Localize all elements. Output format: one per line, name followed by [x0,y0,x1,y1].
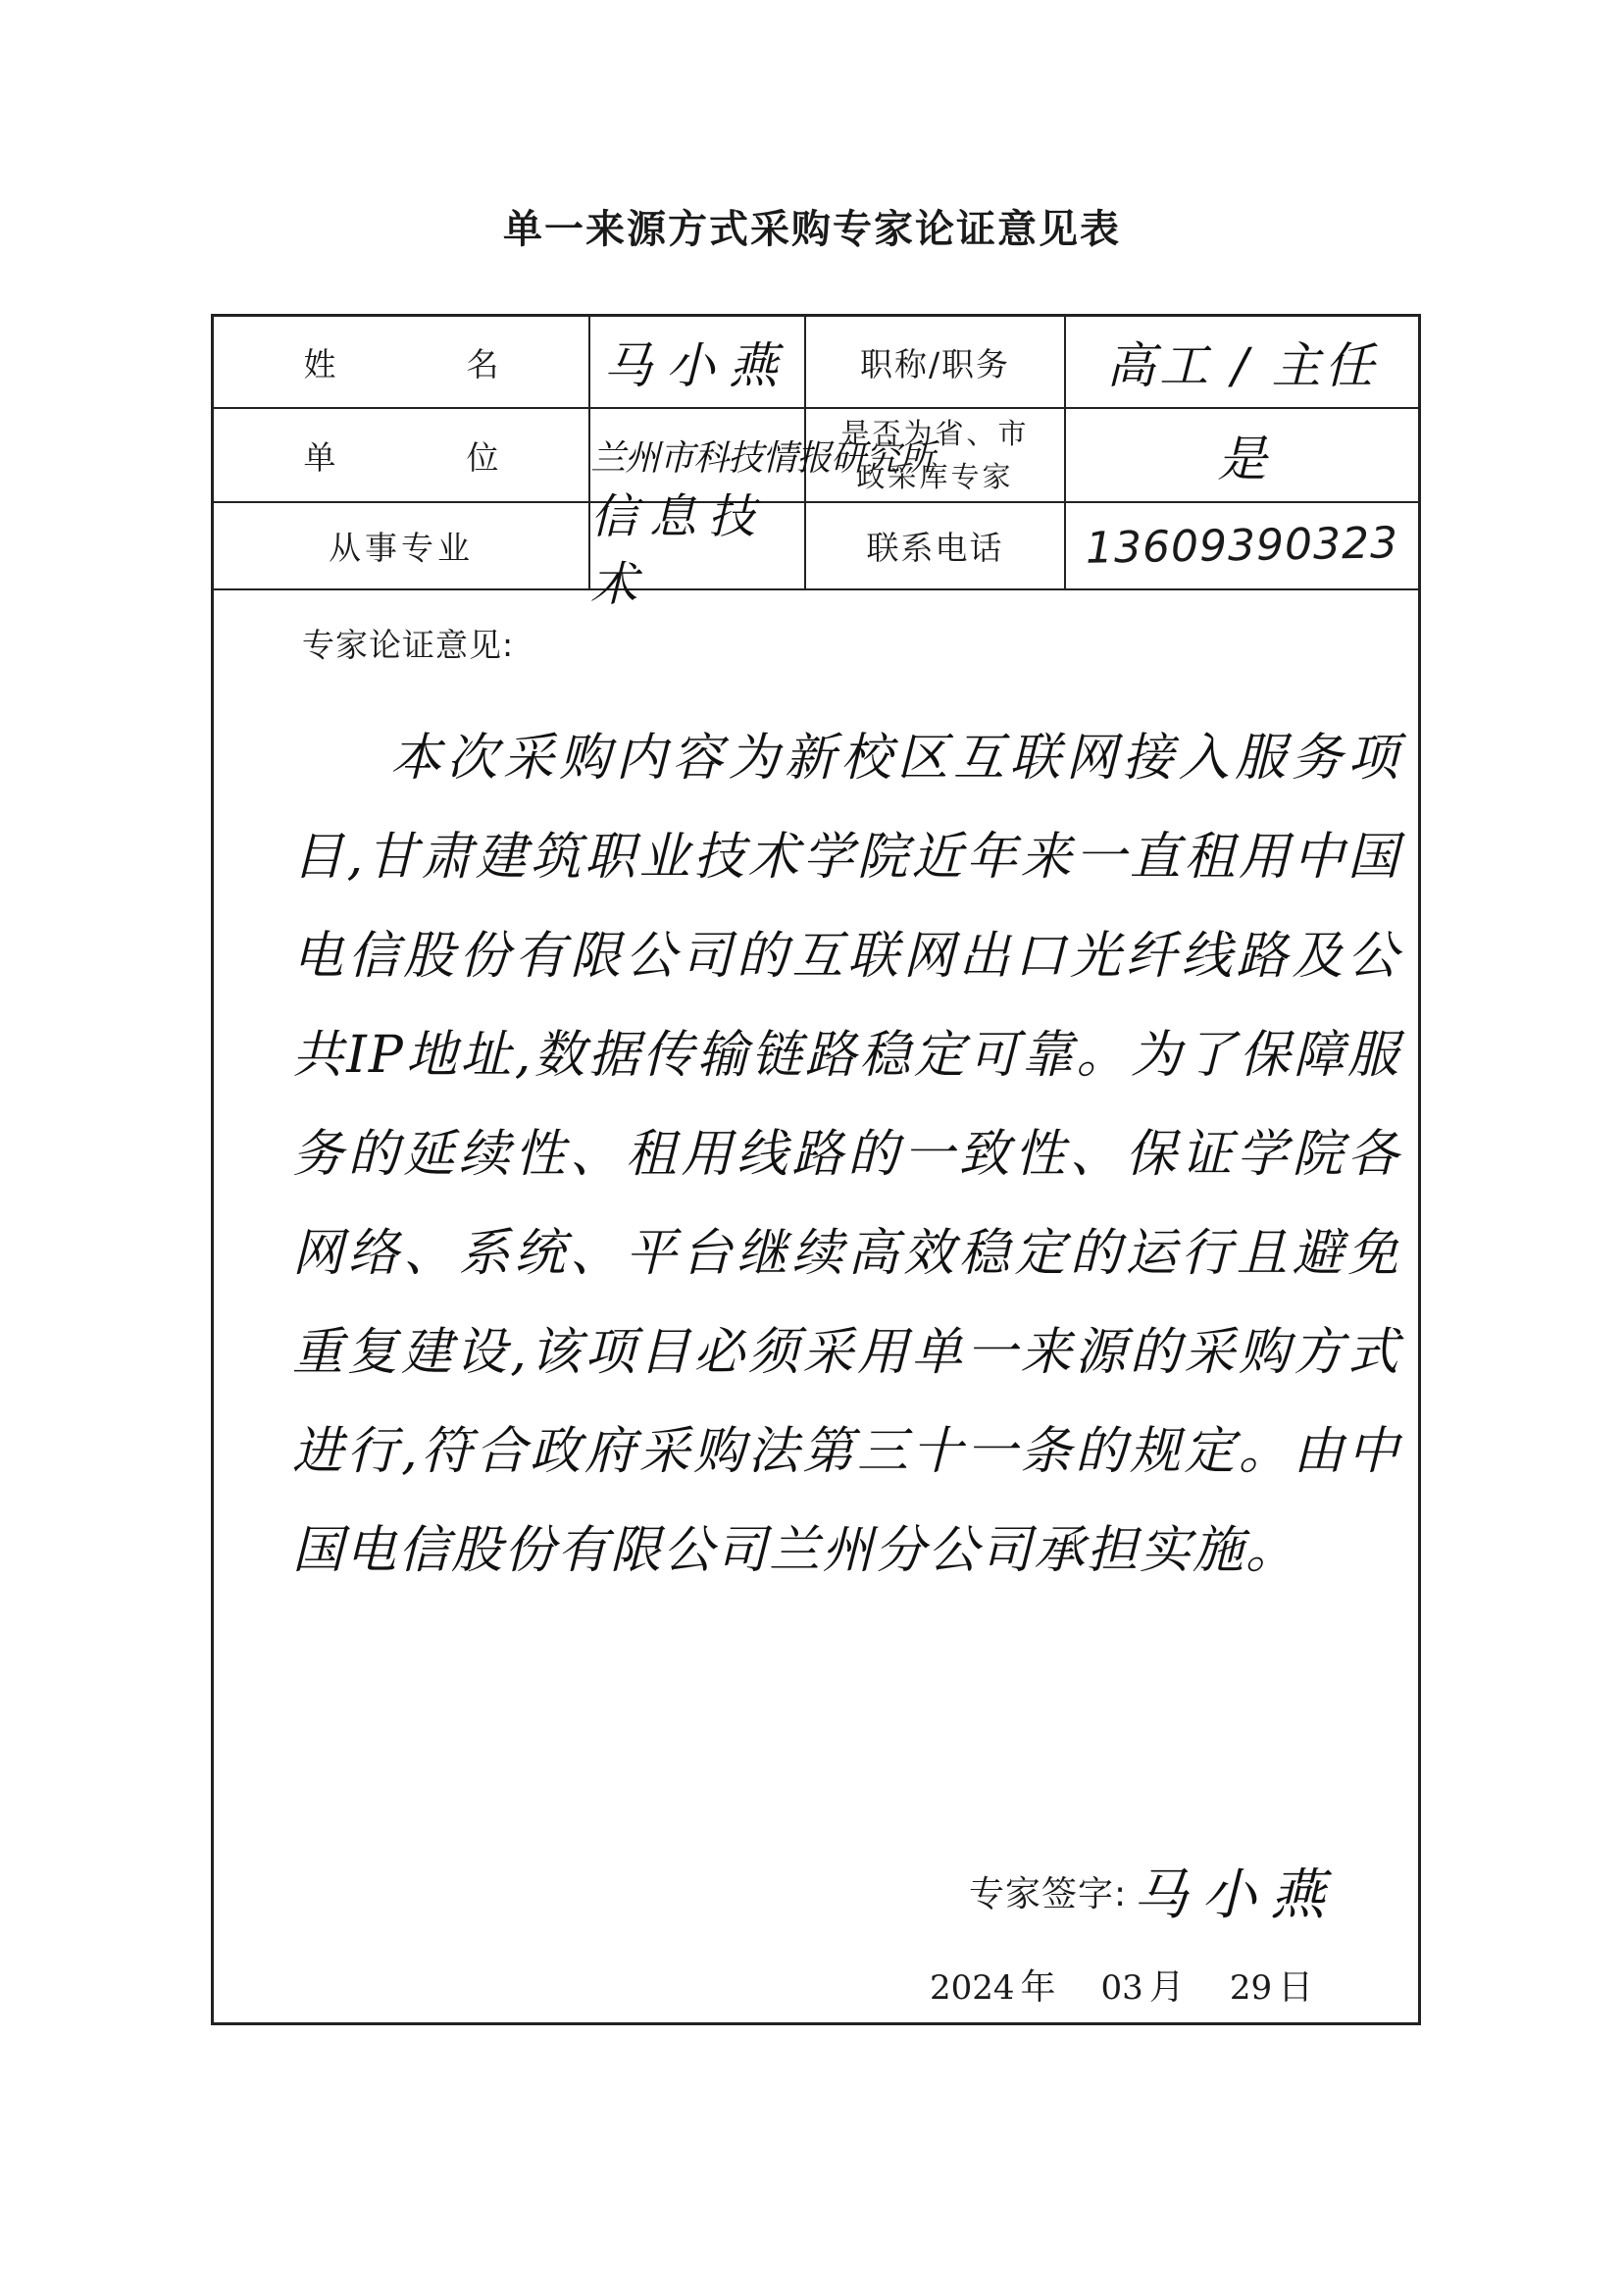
major-value: 信息技术 [590,488,768,612]
position-label: 职称/职务 [859,344,1011,383]
expert-pool-label [806,409,1064,501]
date-year-unit: 年 [1020,1967,1056,2008]
date-year: 2024 [930,1968,1015,2008]
expert-pool-value: 是 [1217,431,1267,487]
expert-pool-label-line1: 是否为省、市 [840,417,1030,450]
date-line [930,1960,1325,2010]
unit-label: 单 位 [303,437,548,477]
opinion-form [211,314,1421,2025]
date-day: 29 [1229,1968,1273,2008]
signature-name: 马小燕 [1133,1863,1340,1927]
major-label: 从事专业 [329,529,474,567]
position-value: 高工 / 主任 [1106,337,1378,394]
document-title: 单一来源方式采购专家论证意见表 [503,206,1121,252]
signature-line [969,1852,1339,1930]
opinion-text: 本次采购内容为新校区互联网接入服务项目,甘肃建筑职业技术学院近年来一直租用中国电信股份有限公司的互联网出口光纤线路及公共IP地址,数据传输链路稳定可靠。为了保障服务的延续性、租用线路的一致性、保证学院各网络、系统、平台继续高效稳定的运行且避免重复建设,该项目必须采用单一来源的采购方式进行,符合政府采购法第三十一条的规定。由中国电信股份有限公司兰州分公司承担实施。 [292,729,1400,1580]
date-month-unit: 月 [1148,1967,1185,2008]
date-day-unit: 日 [1278,1967,1314,2008]
signature-label: 专家签字: [969,1873,1128,1914]
name-label: 姓 名 [303,344,548,383]
phone-label: 联系电话 [866,529,1004,567]
opinion-label: 专家论证意见: [302,626,515,664]
unit-value: 兰州市科技情报研究所 [590,437,935,479]
name-value: 马小燕 [603,337,791,394]
phone-value: 13609390323 [1085,518,1399,574]
expert-pool-label-line2: 政采库专家 [856,460,1014,493]
date-month: 03 [1100,1968,1143,2008]
